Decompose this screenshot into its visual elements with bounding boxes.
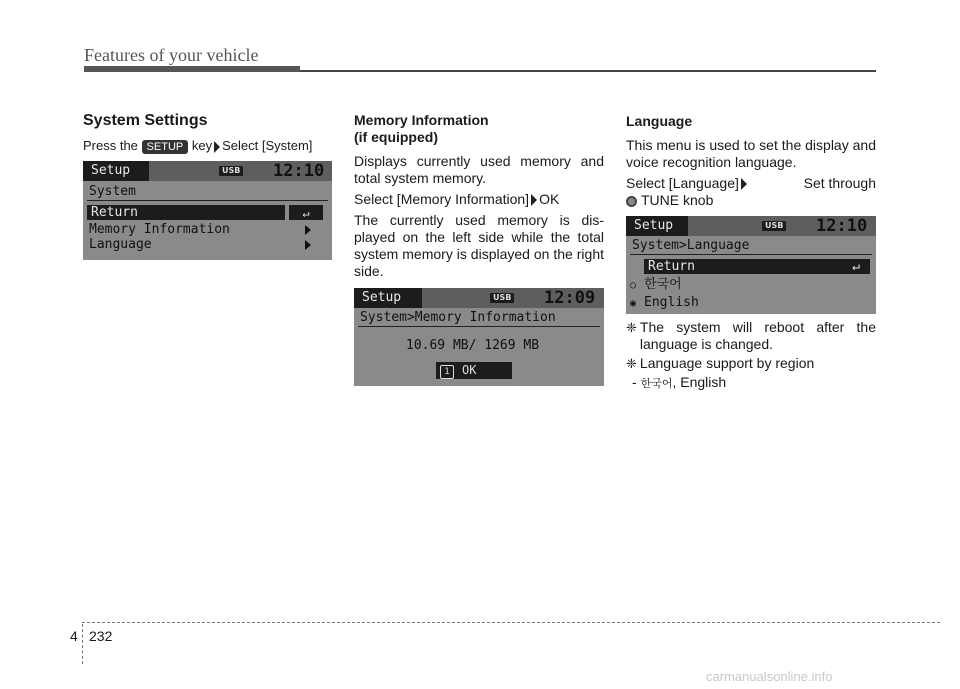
arrow-right-icon [214, 141, 220, 153]
memory-description: Displays currently used memory and total system memory. [354, 153, 604, 186]
arrow-right-icon [531, 194, 537, 206]
memory-explanation: The currently used memory is dis-played on the left side while the total system memory is displayed on the right side. [354, 212, 604, 279]
number-icon: 1 [440, 365, 454, 379]
screen-title: System>Language [632, 238, 750, 253]
memory-heading-line2: (if equipped) [354, 129, 438, 145]
select-language-text: Select [Language] [626, 175, 739, 191]
language-list [632, 374, 726, 392]
footer-divider [82, 624, 83, 664]
chevron-right-icon [305, 225, 311, 235]
header-bar [84, 66, 300, 72]
note-reboot-text: The system will reboot after the language is changed. [639, 319, 876, 352]
memory-select-instruction [354, 191, 604, 208]
ok-button [436, 362, 512, 379]
footer-rule [82, 622, 940, 623]
korean-text: 한국어 [640, 377, 673, 390]
screen-divider [358, 326, 600, 327]
select-system-text: Select [System] [222, 138, 313, 153]
note-icon: ❈ [626, 356, 637, 371]
watermark: carmanualsonline.info [706, 669, 833, 684]
english-label: English [644, 295, 699, 310]
chevron-right-icon [305, 240, 311, 250]
language-screen [626, 216, 876, 314]
page-header-title: Features of your vehicle [84, 45, 259, 65]
radio-selected-icon: ◉ [630, 298, 637, 309]
usb-icon: USB [490, 293, 514, 303]
language-instruction-line2 [626, 192, 876, 209]
system-menu-screen [83, 161, 332, 260]
return-row: Return [87, 205, 285, 220]
dash-text: - [632, 374, 641, 390]
tune-knob-icon [626, 196, 637, 207]
system-settings-heading: System Settings [83, 112, 208, 129]
header-rule [300, 70, 876, 72]
memory-heading-line1: Memory Information [354, 112, 489, 128]
tune-knob-text: TUNE knob [641, 192, 714, 208]
arrow-right-icon [741, 178, 747, 190]
note-icon: ❈ [626, 320, 637, 335]
screen-tab: Setup [354, 288, 422, 308]
screen-tab: Setup [626, 216, 688, 236]
return-label: Return [648, 259, 695, 274]
language-heading: Language [626, 113, 693, 129]
memory-information-heading [354, 112, 604, 146]
language-option-english [630, 295, 699, 312]
usb-icon: USB [219, 166, 243, 176]
memory-information-row: Memory Information [89, 222, 230, 237]
screen-tab: Setup [83, 161, 149, 181]
language-row: Language [89, 237, 152, 252]
language-option-korean [630, 277, 682, 294]
screen-clock: 12:10 [273, 161, 325, 181]
ok-text: OK [539, 191, 560, 207]
screen-header [626, 216, 876, 236]
press-the-text: Press the [83, 138, 138, 153]
ok-button-label: OK [462, 363, 477, 377]
language-description: This menu is used to set the display and voice recognition language. [626, 137, 876, 170]
system-settings-instruction [83, 137, 312, 154]
return-row [644, 259, 870, 274]
page-number: 232 [89, 628, 113, 644]
screen-title: System [89, 184, 136, 199]
note-language-text: Language support by region [639, 355, 815, 371]
language-select-instruction [626, 175, 876, 209]
screen-header [354, 288, 604, 308]
screen-clock: 12:10 [816, 216, 868, 236]
select-memory-text: Select [Memory Information] [354, 191, 530, 207]
memory-value: 10.69 MB/ 1269 MB [406, 338, 540, 353]
korean-label: 한국어 [644, 277, 682, 292]
usb-icon: USB [762, 221, 786, 231]
screen-clock: 12:09 [544, 288, 596, 308]
chapter-number: 4 [70, 628, 78, 644]
screen-divider [630, 254, 872, 255]
radio-empty-icon: ○ [630, 280, 637, 291]
setup-key-badge: SETUP [142, 140, 189, 154]
language-instruction-line1 [626, 175, 876, 192]
screen-title: System>Memory Information [360, 310, 556, 325]
screen-header [83, 161, 332, 181]
note-reboot [626, 319, 876, 353]
key-text: key [191, 138, 213, 153]
screen-divider [87, 200, 328, 201]
note-language-support [626, 355, 876, 372]
memory-information-screen [354, 288, 604, 386]
return-icon: ↵ [289, 205, 323, 220]
set-through-text: Set through [803, 175, 876, 191]
return-icon: ↵ [852, 259, 860, 274]
english-text: , English [672, 374, 727, 390]
